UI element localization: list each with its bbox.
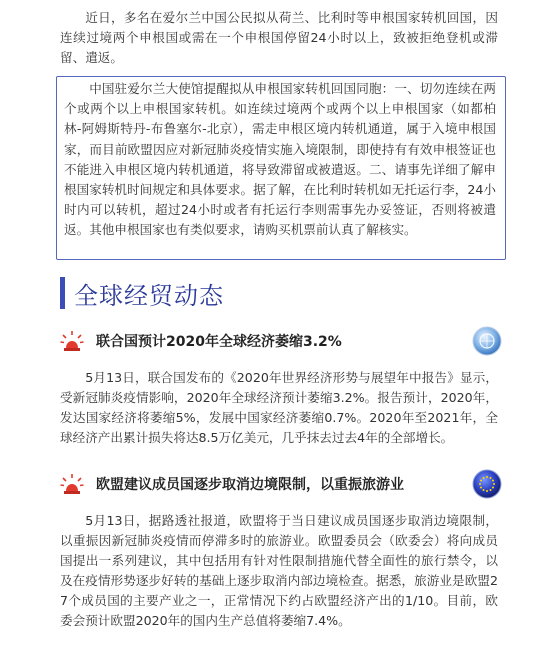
alarm-light-icon (60, 473, 84, 495)
embassy-notice-box (56, 76, 506, 260)
news-title: 欧盟建议成员国逐步取消边境限制，以重振旅游业 (96, 477, 404, 493)
eu-emblem-icon (472, 469, 502, 499)
embassy-notice-text: 中国驻爱尔兰大使馆提醒拟从申根国家转机回国同胞：一、切勿连续在两个或两个以上申根国家转机。如连续过境两个或两个以上申根国家（如都柏林-阿姆斯特丹-布鲁塞尔-北京），需走申根区境内转机通道，属于入境申根国家，而目前欧盟因应对新冠肺炎疫情实施入境限制，即使持有有效申根签证也不能进入申根区境内转机通道，将导致滞留或被遣返。二、请事先详细了解申根国家转机时间规定和具体要求。据了解，在比利时转机如无托运行李，24小时内可以转机，超过24小时或者有托运行李则需事先办妥签证，否则将被遣返。其他申根国家也有类似要求，请购买机票前认真了解核实。 (64, 81, 496, 238)
news-item-header (60, 326, 500, 356)
intro-paragraph: 近日，多名在爱尔兰中国公民拟从荷兰、比利时等申根国家转机回国，因连续过境两个申根国或需在一个申根国停留24小时以上，致被拒绝登机或滞留、遣返。 (60, 10, 498, 65)
section-accent-bar (60, 277, 65, 309)
news-body: 5月13日，联合国发布的《2020年世界经济形势与展望年中报告》显示，受新冠肺炎疫情影响，2020年全球经济预计萎缩3.2%。报告预计，2020年，发达国家经济将萎缩5%，发展中国家经济萎缩0.7%。2020年至2021年，全球经济产出累计损失将达8.5万亿美元，几乎抹去过去4年的全部增长。 (60, 370, 498, 445)
section-title: 全球经贸动态 (74, 281, 224, 310)
news-item-header (60, 469, 500, 499)
news-title: 联合国预计2020年全球经济萎缩3.2% (96, 334, 342, 350)
alarm-light-icon (60, 330, 84, 352)
un-emblem-icon (472, 326, 502, 356)
news-body: 5月13日，据路透社报道，欧盟将于当日建议成员国逐步取消边境限制，以重振因新冠肺炎疫情而停滞多时的旅游业。欧盟委员会（欧委会）将向成员国提出一系列建议，其中包括用有针对性限制措施代替全面性的旅行禁令，以及在疫情形势逐步好转的基础上逐步取消内部边境检查。据悉，旅游业是欧盟27个成员国的主要产业之一，正常情况下约占欧盟经济产出的1/10。目前，欧委会预计欧盟2020年的国内生产总值将萎缩7.4%。 (60, 513, 498, 628)
section-header (60, 276, 224, 310)
